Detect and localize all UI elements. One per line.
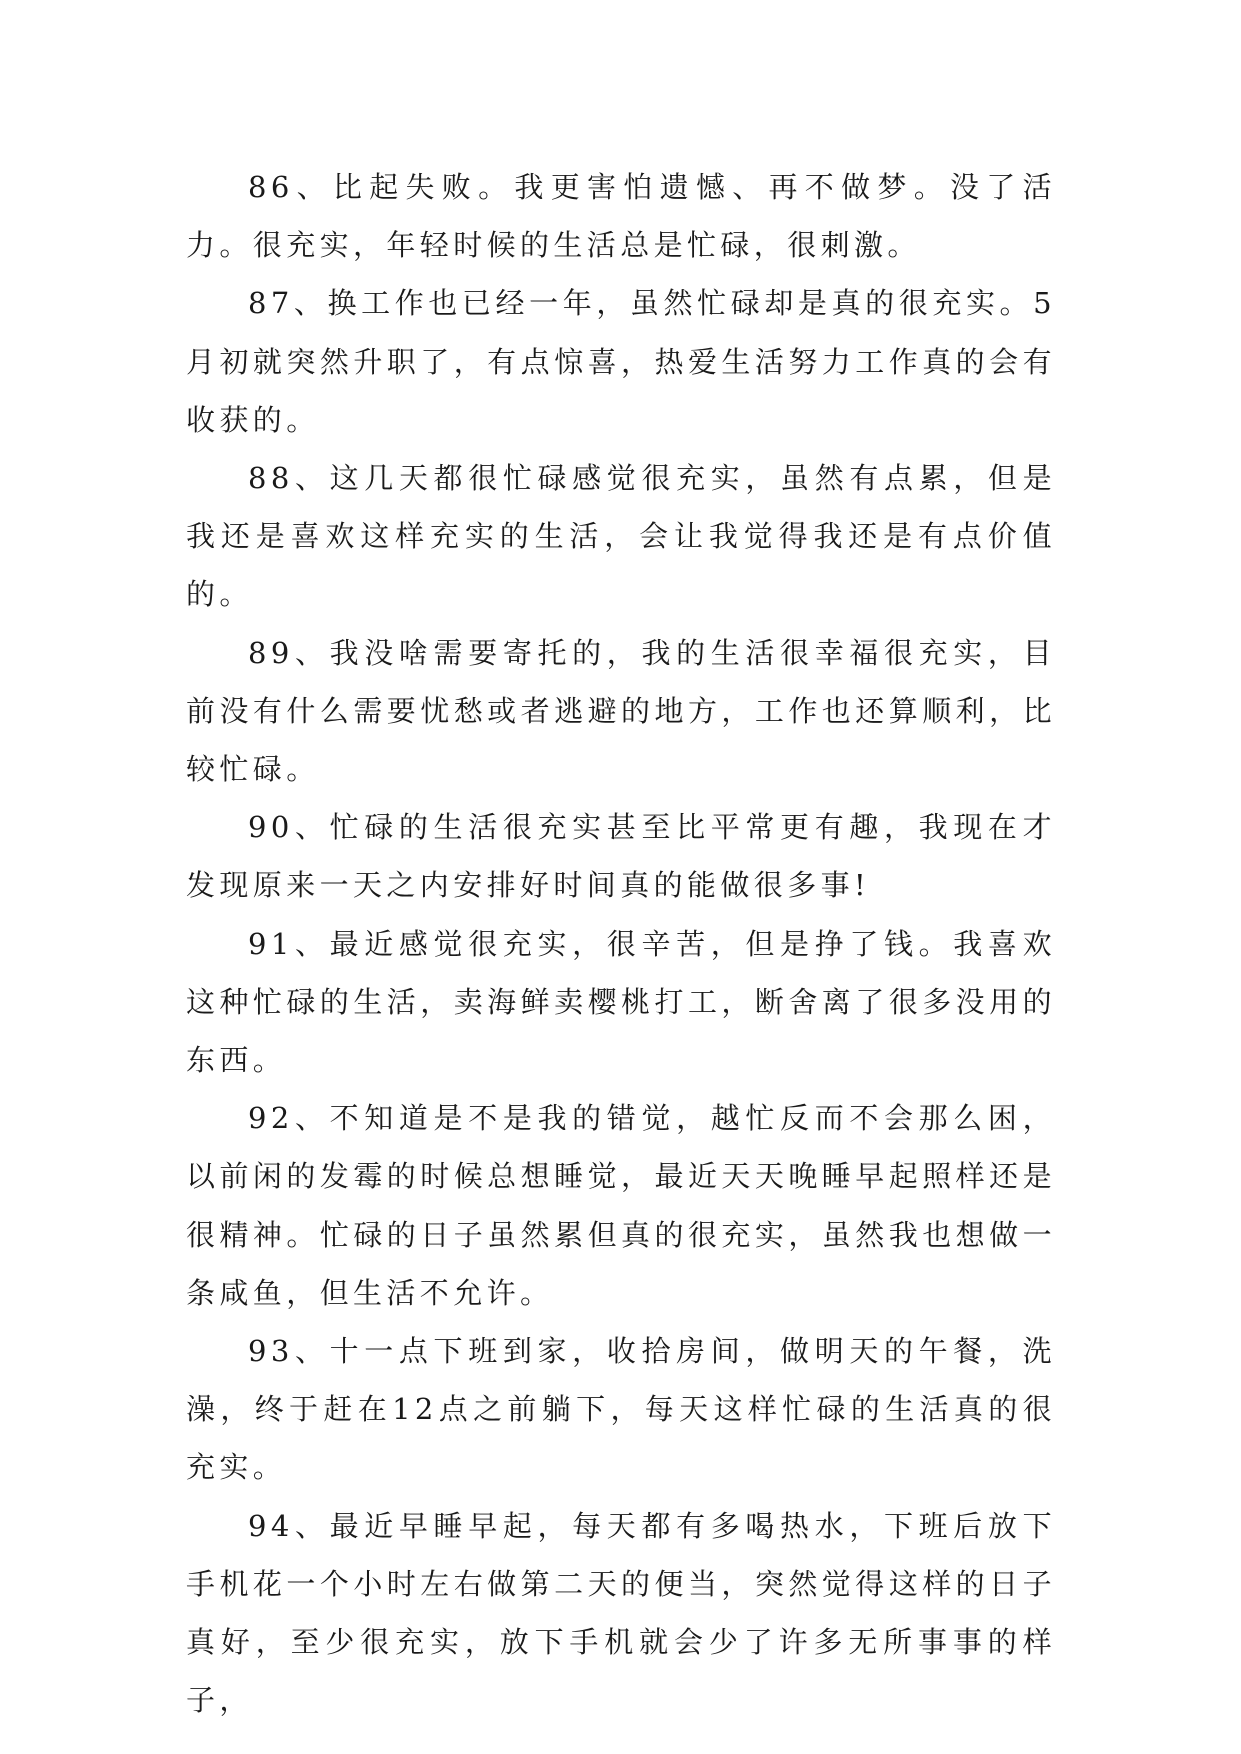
paragraph-94: 94、最近早睡早起，每天都有多喝热水，下班后放下手机花一个小时左右做第二天的便当，突然觉得这样的日子真好，至少很充实，放下手机就会少了许多无所事事的样子， — [186, 1508, 1056, 1718]
paragraph-90: 90、忙碌的生活很充实甚至比平常更有趣，我现在才发现原来一天之内安排好时间真的能做很多事! — [186, 810, 1056, 903]
paragraph-87: 87、换工作也已经一年，虽然忙碌却是真的很充实。5月初就突然升职了，有点惊喜，热爱生活努力工作真的会有收获的。 — [186, 286, 1056, 437]
paragraph-89: 89、我没啥需要寄托的，我的生活很幸福很充实，目前没有什么需要忧愁或者逃避的地方，工作也还算顺利，比较忙碌。 — [186, 635, 1056, 787]
paragraph-88: 88、这几天都很忙碌感觉很充实，虽然有点累，但是我还是喜欢这样充实的生活，会让我觉得我还是有点价值的。 — [186, 461, 1056, 612]
paragraph-92: 92、不知道是不是我的错觉，越忙反而不会那么困，以前闲的发霉的时候总想睡觉，最近天天晚睡早起照样还是很精神。忙碌的日子虽然累但真的很充实，虽然我也想做一条咸鱼，但生活不允许。 — [186, 1101, 1056, 1310]
paragraph-86: 86、比起失败。我更害怕遗憾、再不做梦。没了活力。很充实，年轻时候的生活总是忙碌，很刺激。 — [186, 170, 1056, 263]
paragraph-93: 93、十一点下班到家，收拾房间，做明天的午餐，洗澡，终于赶在12点之前躺下，每天这样忙碌的生活真的很充实。 — [186, 1334, 1056, 1485]
document-body — [186, 158, 1056, 1729]
paragraph-91: 91、最近感觉很充实，很辛苦，但是挣了钱。我喜欢这种忙碌的生活，卖海鲜卖樱桃打工，断舍离了很多没用的东西。 — [186, 926, 1056, 1078]
